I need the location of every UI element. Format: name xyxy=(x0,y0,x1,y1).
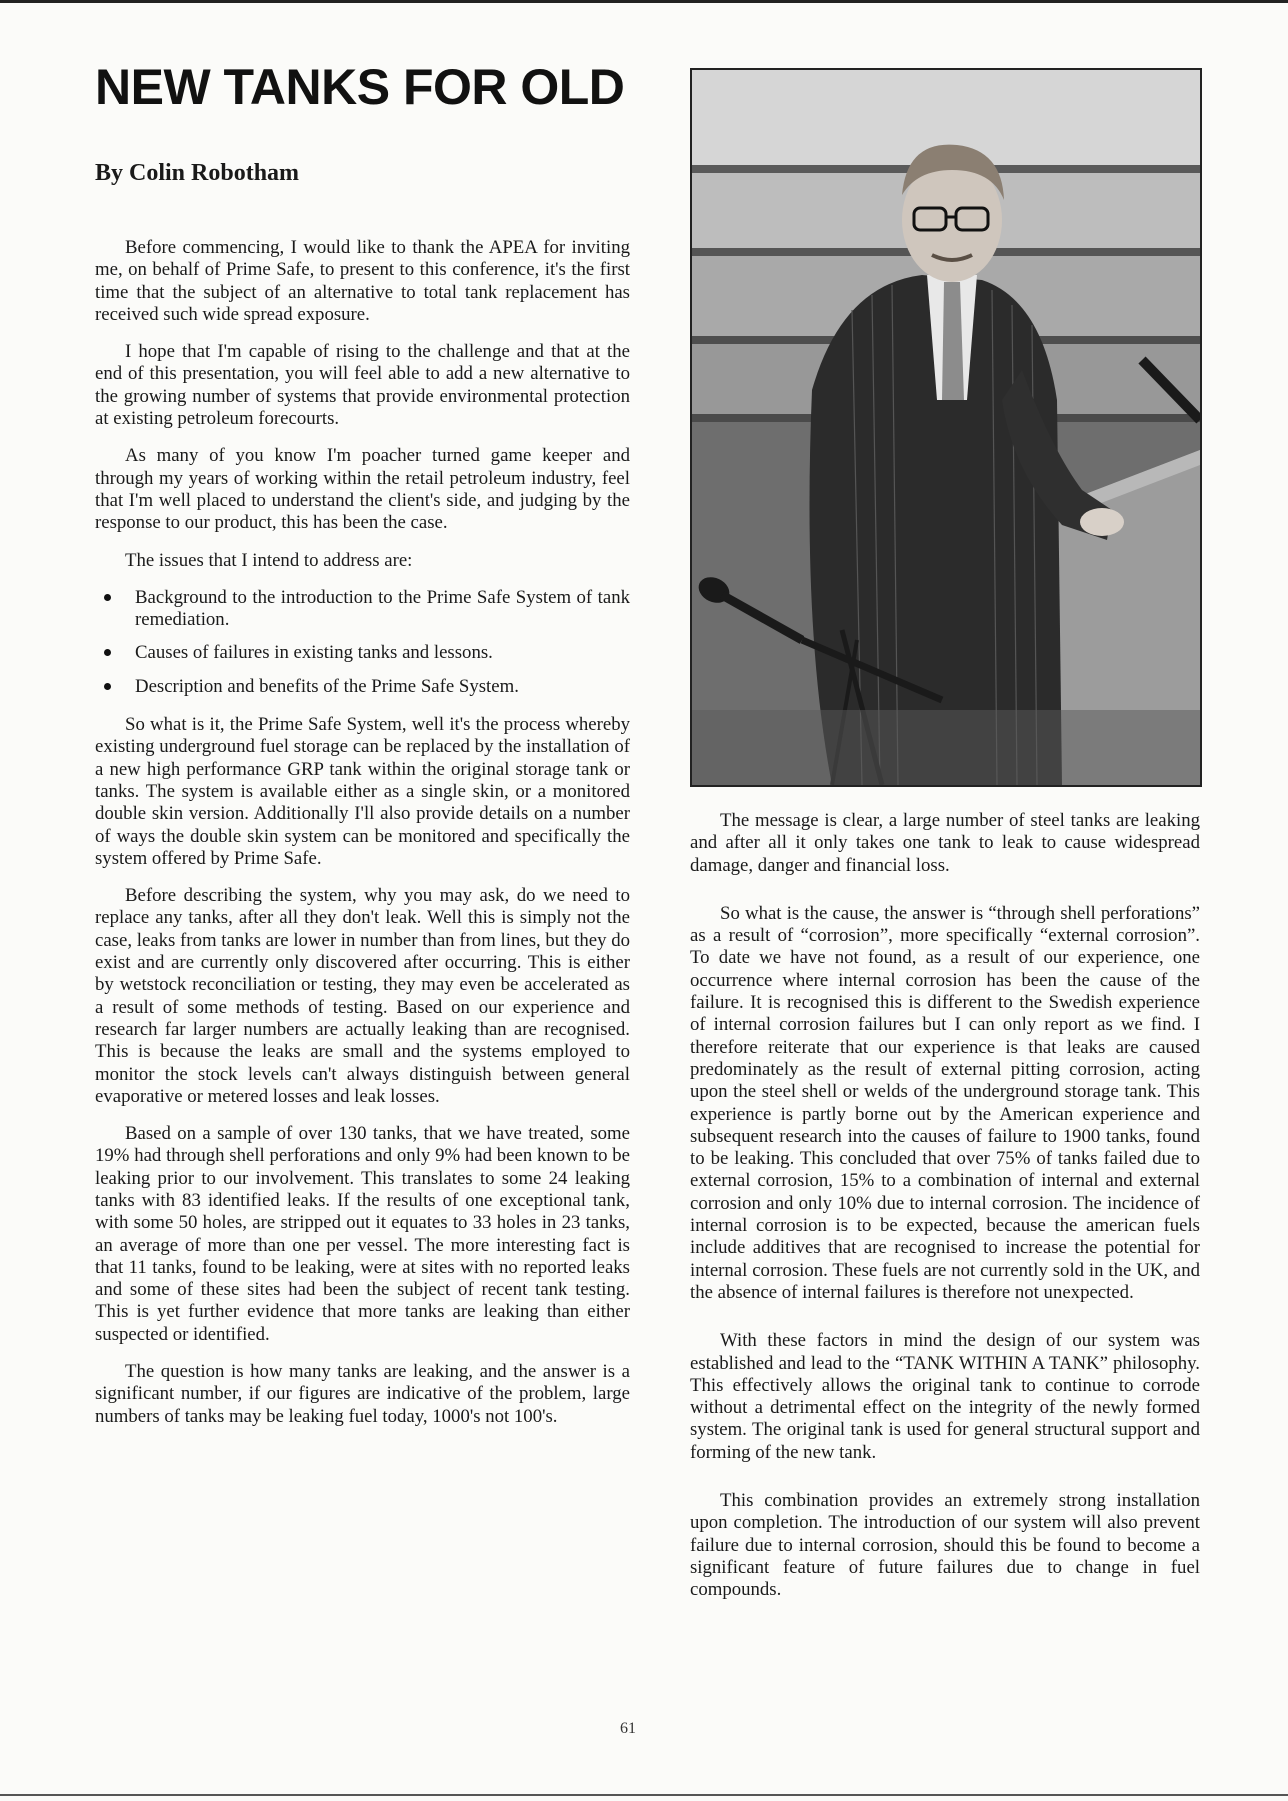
paragraph: So what is it, the Prime Safe System, well it's the process whereby existing underground fuel storage can be replaced by the installation of a new high performance GRP tank within the original storage tank or tanks. The system is available either as a single skin, or a monitored double skin version. Additionally I'll also provide details on a number of ways the double skin system can be monitored and specifically the system offered by Prime Safe. xyxy=(95,714,630,869)
list-item: Background to the introduction to the Prime Safe System of tank remediation. xyxy=(95,587,630,632)
paragraph: Before describing the system, why you may ask, do we need to replace any tanks, after all they don't leak. Well this is simply not the case, leaks from tanks are lower in number than from lines, but they do exist and are currently only discovered after occurring. This is either by wetstock reconciliation or testing, they may even be accelerated as a result of some methods of testing. Based on our experience and research far larger numbers are actually leaking than are recognised. This is because the leaks are small and the systems employed to monitor the stock levels can't always distinguish between general evaporative or metered losses and leak losses. xyxy=(95,885,630,1107)
left-column xyxy=(95,237,630,1443)
page-number: 61 xyxy=(620,1720,636,1737)
article-title: NEW TANKS FOR OLD xyxy=(95,59,625,115)
top-rule xyxy=(0,0,1288,3)
paragraph: With these factors in mind the design of our system was established and lead to the “TANK WITHIN A TANK” philosophy. This effectively allows the original tank to continue to corrode without a detrimental effect on the integrity of the newly formed system. The original tank is used for general structural support and forming of the new tank. xyxy=(690,1330,1200,1463)
list-item: Description and benefits of the Prime Safe System. xyxy=(95,676,630,698)
paragraph: The question is how many tanks are leaking, and the answer is a significant number, if our figures are indicative of the problem, large numbers of tanks may be leaking fuel today, 1000's not 100's. xyxy=(95,1361,630,1427)
paragraph: The issues that I intend to address are: xyxy=(125,549,413,571)
speaker-photo xyxy=(690,68,1202,787)
list-item: Causes of failures in existing tanks and lessons. xyxy=(95,642,630,664)
right-column xyxy=(690,810,1200,1628)
paragraph: Based on a sample of over 130 tanks, that we have treated, some 19% had through shell perforations and only 9% had been known to be leaking prior to our involvement. This translates to some 24 leaking tanks with 83 identified leaks. If the results of one exceptional tank, with some 50 holes, are stripped out it equates to 33 holes in 23 tanks, an average of more than one per vessel. The more interesting fact is that 11 tanks, found to be leaking, were at sites with no reported leaks and some of these sites had been the subject of recent tank testing. This is yet further evidence that more tanks are leaking than either suspected or identified. xyxy=(95,1123,630,1345)
article-byline: By Colin Robotham xyxy=(95,160,300,186)
paragraph: So what is the cause, the answer is “through shell perforations” as a result of “corrosion”, more specifically “external corrosion”. To date we have not found, as a result of our experience, one occurrence where internal corrosion has been the cause of the failure. It is recognised this is different to the Swedish experience of internal corrosion failures but I can only report as we find. I therefore reiterate that our experience is that leaks are caused predominately as the result of external pitting corrosion, acting upon the steel shell or welds of the underground storage tank. This experience is partly borne out by the American experience and subsequent research into the causes of failure to 1900 tanks, found to be leaking. This concluded that over 75% of tanks failed due to external corrosion, 15% to a combination of internal and external corrosion and only 10% due to internal corrosion. The incidence of internal corrosion is to be expected, because the american fuels include additives that are recognised to increase the potential for internal corrosion. These fuels are not currently sold in the UK, and the absence of internal failures is therefore not unexpected. xyxy=(690,902,1200,1303)
paragraph: The message is clear, a large number of steel tanks are leaking and after all it only takes one tank to leak to cause widespread damage, danger and financial loss. xyxy=(690,810,1200,876)
bottom-rule xyxy=(0,1794,1288,1796)
paragraph: As many of you know I'm poacher turned game keeper and through my years of working within the retail petroleum industry, feel that I'm well placed to understand the client's side, and judging by the response to our product, this has been the case. xyxy=(95,445,630,534)
paragraph: I hope that I'm capable of rising to the challenge and that at the end of this presentation, you will feel able to add a new alternative to the growing number of systems that provide environmental protection at existing petroleum forecourts. xyxy=(95,341,630,430)
paragraph: Before commencing, I would like to thank the APEA for inviting me, on behalf of Prime Safe, to present to this conference, it's the first time that the subject of an alternative to total tank replacement has received such wide spread exposure. xyxy=(95,237,630,325)
paragraph: This combination provides an extremely strong installation upon completion. The introduction of our system will also prevent failure due to internal corrosion, should this be found to become a significant feature of future failures due to change in fuel compounds. xyxy=(690,1490,1200,1601)
issues-list xyxy=(95,587,630,698)
